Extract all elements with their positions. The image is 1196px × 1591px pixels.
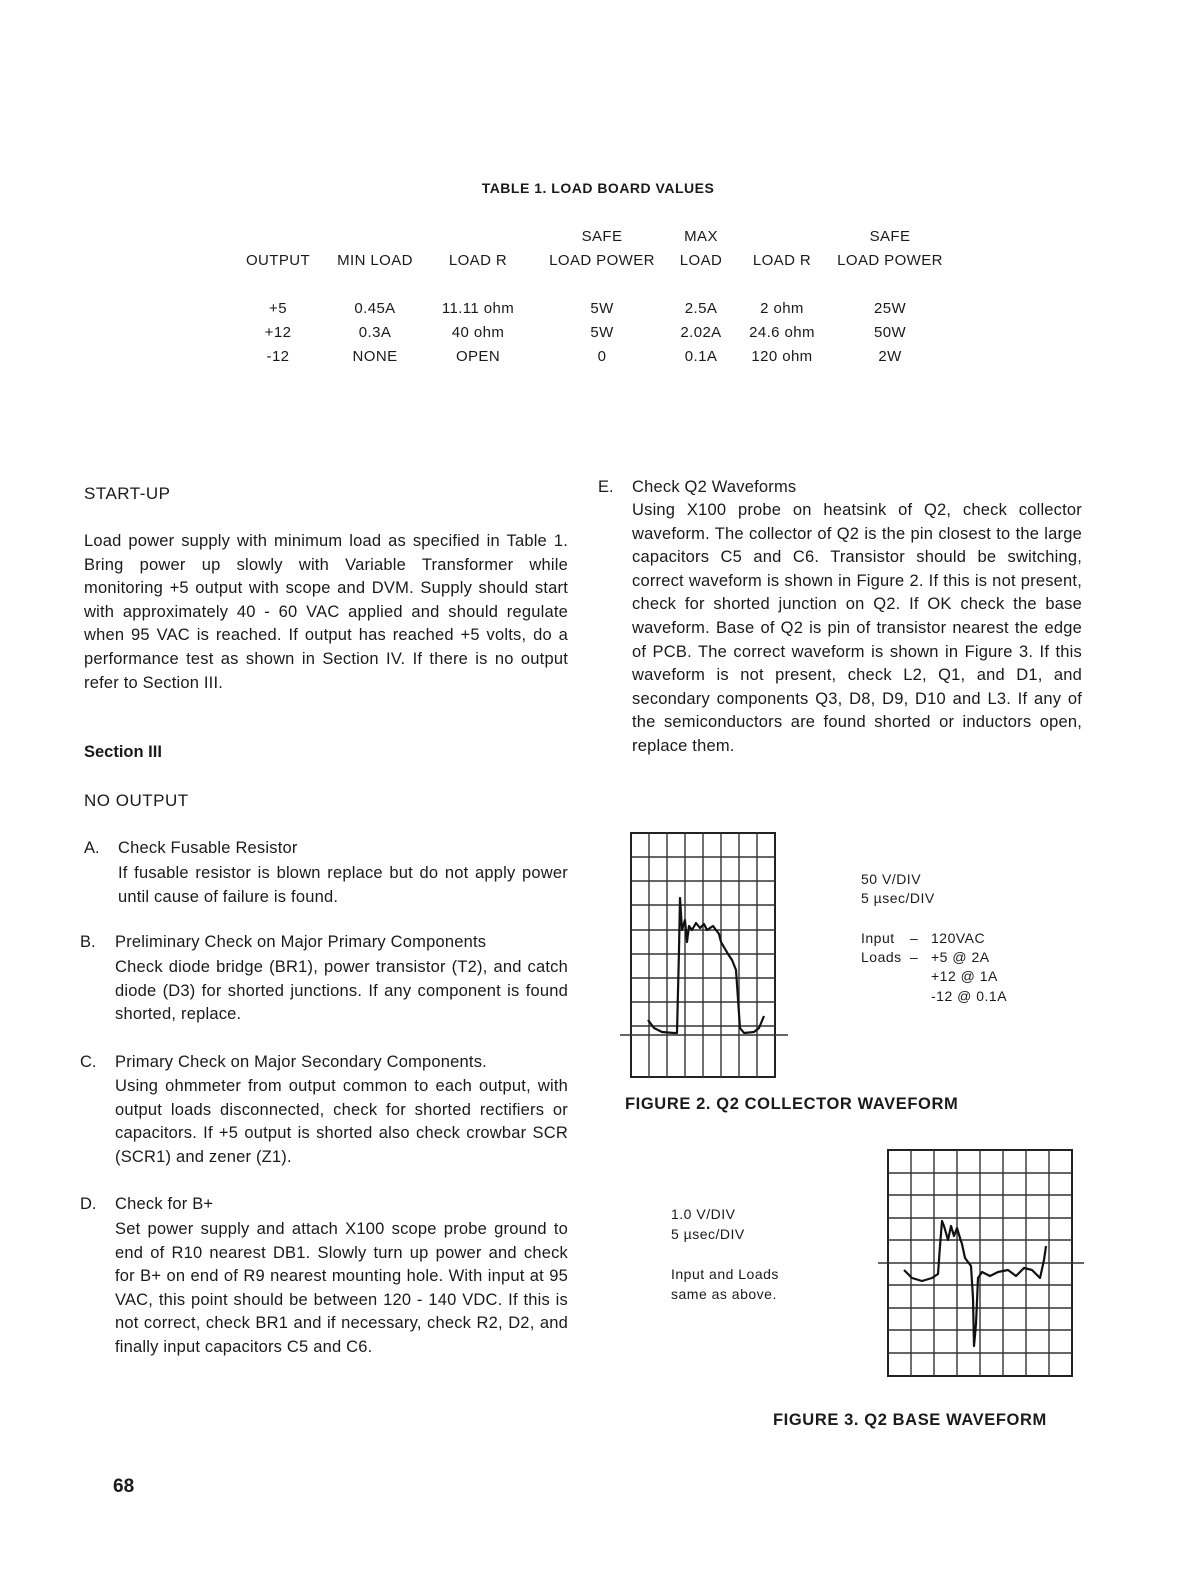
col-header-safe-top-2: SAFE (869, 228, 911, 245)
figure2-time-per-div: 5 µsec/DIV (861, 890, 935, 906)
figure2-scope-graticule (618, 830, 790, 1080)
section-heading: Section III (84, 743, 162, 761)
figure2-load-value: -12 @ 0.1A (931, 988, 1008, 1004)
figure3-note-line1: Input and Loads (671, 1266, 779, 1282)
table-cell: 2.02A (680, 324, 722, 341)
table-cell: 40 ohm (451, 324, 505, 341)
table-cell: 5W (590, 300, 614, 317)
table-cell: NONE (352, 348, 398, 365)
figure2-volts-per-div: 50 V/DIV (861, 871, 922, 887)
item-b-label: B. (80, 933, 96, 951)
col-header-safe-load-power: LOAD POWER (549, 252, 655, 269)
table-cell: OPEN (455, 348, 501, 365)
table-cell: 2 ohm (760, 300, 804, 317)
figure3-caption: FIGURE 3. Q2 BASE WAVEFORM (773, 1411, 1047, 1429)
item-e-title: Check Q2 Waveforms (632, 478, 797, 496)
col-header-min-load: MIN LOAD (337, 252, 413, 269)
table-cell: 50W (873, 324, 907, 341)
col-header-safe-top: SAFE (581, 228, 623, 245)
table-cell: 0.1A (684, 348, 718, 365)
table-cell: 0.3A (358, 324, 392, 341)
figure2-load-value: +5 @ 2A (931, 949, 990, 965)
table-cell: +5 (269, 300, 287, 317)
col-header-safe-load-power-2: LOAD POWER (837, 252, 943, 269)
figure2-loads-label: Loads (861, 949, 902, 965)
item-a-title: Check Fusable Resistor (118, 839, 298, 857)
col-header-max-top: MAX (684, 228, 718, 245)
table-cell: 2.5A (684, 300, 718, 317)
table-cell: 11.11 ohm (441, 300, 515, 317)
table-cell: 120 ohm (751, 348, 813, 365)
item-c-title: Primary Check on Major Secondary Components. (115, 1053, 487, 1071)
item-d-label: D. (80, 1195, 97, 1213)
table-cell: 25W (873, 300, 907, 317)
startup-heading: START-UP (84, 484, 171, 503)
page-number: 68 (113, 1476, 135, 1497)
item-c-text: Using ohmmeter from output common to each output, with output loads disconnected, check for shorted rectifiers or capacitors. If +5 output is shorted also check crowbar SCR (SCR1) and zener (Z1). (115, 1077, 568, 1166)
figure2-input-dash: – (910, 930, 919, 946)
col-header-output: OUTPUT (245, 252, 311, 269)
figure3-time-per-div: 5 µsec/DIV (671, 1226, 745, 1242)
table-caption: TABLE 1. LOAD BOARD VALUES (481, 180, 715, 196)
table-cell: 2W (878, 348, 902, 365)
item-a-text: If fusable resistor is blown replace but do not apply power until cause of failure is found. (118, 864, 568, 906)
figure2-load-value: +12 @ 1A (931, 968, 998, 984)
item-b-text: Check diode bridge (BR1), power transistor (T2), and catch diode (D3) for shorted junctions. If any component is found shorted, replace. (115, 958, 568, 1024)
figure2-waveform-trace (648, 898, 764, 1033)
item-d-title: Check for B+ (115, 1195, 214, 1213)
item-e-label: E. (598, 478, 614, 496)
figure3-note-line2: same as above. (671, 1286, 777, 1302)
section-subheading: NO OUTPUT (84, 791, 189, 810)
table-cell: +12 (264, 324, 292, 341)
figure3-scope-graticule (876, 1148, 1086, 1380)
startup-paragraph: Load power supply with minimum load as specified in Table 1. Bring power up slowly with Variable Transformer while monitoring +5 output with scope and DVM. Supply should start with approximately 40 - 60 VAC applied and should regulate when 95 VAC is reached. If output has reached +5 volts, do a performance test as shown in Section IV. If there is no output refer to Section III. (84, 532, 568, 692)
item-d-text: Set power supply and attach X100 scope probe ground to end of R10 nearest DB1. Slowly turn up power and check for B+ on end of R9 nearest mounting hole. With input at 95 VAC, this point should be between 120 - 140 VDC. If this is not correct, check BR1 and if necessary, check R2, D2, and finally input capacitors C5 and C6. (115, 1220, 568, 1356)
figure2-input-label: Input (861, 930, 895, 946)
table-cell: 5W (590, 324, 614, 341)
item-b-title: Preliminary Check on Major Primary Components (115, 933, 487, 951)
col-header-load-r: LOAD R (448, 252, 508, 269)
figure2-loads-dash: – (910, 949, 919, 965)
table-cell: 24.6 ohm (749, 324, 815, 341)
table-cell: -12 (266, 348, 290, 365)
item-c-label: C. (80, 1053, 97, 1071)
item-a-label: A. (84, 839, 100, 857)
item-e-text: Using X100 probe on heatsink of Q2, check collector waveform. The collector of Q2 is the pin closest to the large capacitors C5 and C6. Transistor should be switching, correct waveform is shown in Figure 2. If this is not present, check for shorted junction on Q2. If OK check the base waveform. Base of Q2 is pin of transistor nearest the edge of PCB. The correct waveform is shown in Figure 3. If this waveform is not present, check L2, Q1, and D1, and secondary components Q3, D8, D9, D10 and L3. If any of the semiconductors are found shorted or inductors open, replace them. (632, 501, 1082, 755)
col-header-max-load: LOAD (679, 252, 723, 269)
figure2-caption: FIGURE 2. Q2 COLLECTOR WAVEFORM (625, 1095, 959, 1113)
table-cell: 0 (597, 348, 607, 365)
figure3-volts-per-div: 1.0 V/DIV (671, 1206, 736, 1222)
col-header-load-r-max: LOAD R (752, 252, 812, 269)
table-cell: 0.45A (354, 300, 396, 317)
figure2-input-value: 120VAC (931, 930, 986, 946)
